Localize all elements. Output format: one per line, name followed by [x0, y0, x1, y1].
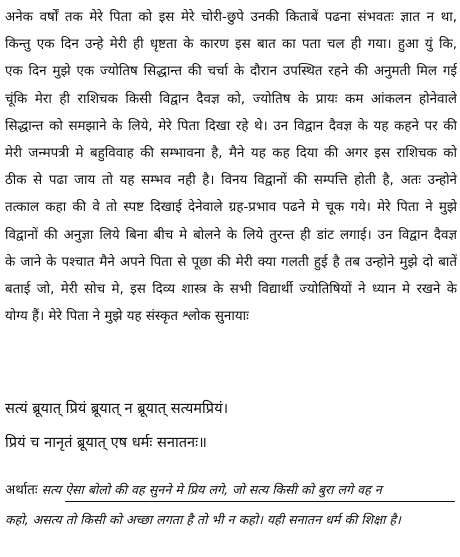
paragraph-line: चूंकि मेरा ही राशिचक किसी विद्वान दैवज्ञ को, ज्योतिष के प्रायः कम आंकलन होनेवाले	[5, 91, 457, 107]
meaning-block	[5, 475, 457, 535]
paragraph-line: एक दिन मुझे एक ज्योतिष सिद्धान्त की चर्चा के दौरान उपस्थित रहने की अनुमती मिल गई	[5, 64, 457, 80]
sanskrit-shloka-continued	[5, 432, 457, 454]
meaning-text-1: सत्य ऐसा बोलो की वह सुनने मे प्रिय लगे, जो सत्य किसी को बुरा लगे वह न	[41, 482, 382, 497]
paragraph-line: अनेक वर्षों तक मेरे पिता को इस मेरे चोरी-छुपे उनकी किताबें पढना संभवतः ज्ञात न था,	[5, 10, 457, 25]
shloka-line-1: सत्यं ब्रूयात् प्रियं ब्रूयात् न ब्रूयात् सत्यमप्रियं।	[5, 400, 229, 417]
meaning-label: अर्थातः	[5, 483, 38, 498]
body-paragraph	[5, 4, 457, 330]
meaning-line-2	[5, 505, 457, 535]
sanskrit-shloka	[5, 398, 457, 420]
meaning-underline	[65, 501, 455, 502]
meaning-text-2: कहो, असत्य तो किसी को अच्छा लगता है तो भी न कहो। यही सनातन धर्म की शिक्षा है।	[5, 512, 401, 527]
paragraph-line: सिद्धान्त को समझाने के लिये, मेरे पिता दिखा रहे थे। उन विद्वान दैवज्ञ के यह कहने पर की	[5, 118, 457, 134]
paragraph-line: ठीक से पढा जाय तो यह सम्भव नही है। विनय विद्वानों की सम्पत्ति होती है, अतः उन्होने	[5, 173, 457, 189]
paragraph-line: विद्वानों की अनुज्ञा लिये बिना बीच मे बोलने के लिये तुरन्त ही डांट लगाई। उन विद्वान दैवज्ञ	[5, 227, 457, 243]
paragraph-line: किन्तु एक दिन उन्हे मेरी ही धृष्टता के कारण इस बात का पता चल ही गया। हुआ युं कि,	[5, 37, 457, 53]
paragraph-line: के जाने के पश्चात मैने अपने पिता से पूछा की मेरी क्या गलती हुई है तब उन्होने मुझे दो बातें	[5, 254, 457, 270]
paragraph-line: तत्काल कहा की वे तो स्पष्ट दिखाई देनेवाले ग्रह-प्रभाव पढने मे चूक गये। मेरे पिता ने मुझे	[5, 200, 457, 216]
paragraph-line: बताई जो, मेरी सोच मे, इस दिव्य शास्त्र के सभी विद्यार्थी ज्योतिषियों ने ध्यान मे रखने के	[5, 281, 457, 297]
paragraph-line: मेरी जन्मपत्री मे बहुविवाह की सम्भावना है, मैने यह कह दिया की अगर इस राशिचक को	[5, 145, 457, 161]
paragraph-line-last: योग्य हैं। मेरे पिता ने मुझे यह संस्कृत श्लोक सुनायाः	[5, 309, 249, 325]
shloka-line-2: प्रियं च नानृतं ब्रूयात् एष धर्मः सनातनः॥	[5, 434, 207, 451]
